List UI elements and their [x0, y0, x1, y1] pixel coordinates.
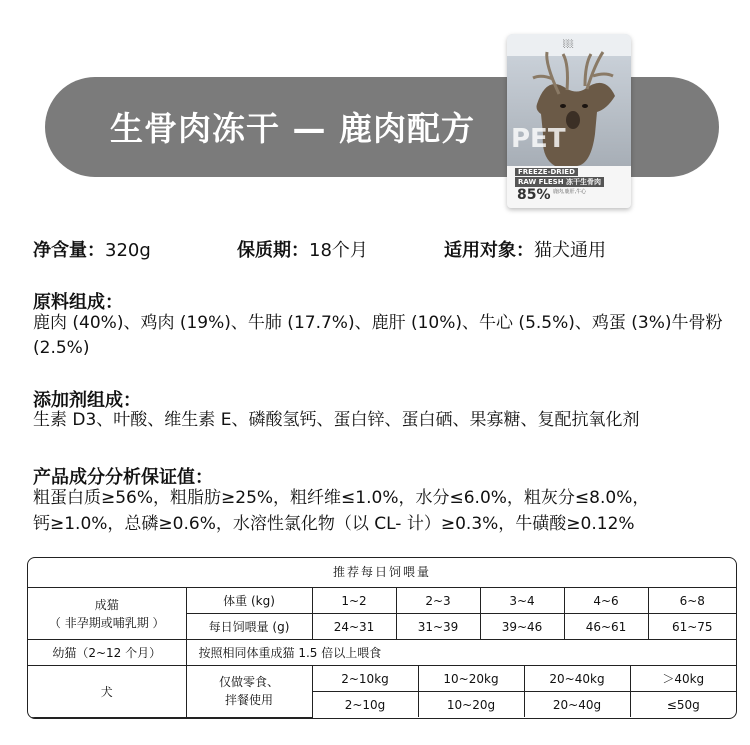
- ingredients-body: 鹿肉 (40%)、鸡肉 (19%)、牛肺 (17.7%)、鹿肝 (10%)、牛心 (5.5%)、鸡蛋 (3%)牛骨粉 (2.5%): [33, 313, 723, 358]
- weight-cell: 4~6: [564, 588, 648, 614]
- weight-cell: 3~4: [480, 588, 564, 614]
- kitten-label: 幼猫（2~12 个月）: [28, 640, 186, 666]
- dog-weight-cell: 20~40kg: [524, 666, 630, 692]
- additives-title: 添加剂组成：: [33, 390, 141, 411]
- dog-feed-cell: 10~20g: [418, 692, 524, 718]
- target-label: 适用对象：: [444, 240, 534, 261]
- package-label-2: RAW FLESH 冻干生骨肉: [515, 177, 604, 187]
- dog-weight-cell: ＞40kg: [630, 666, 736, 692]
- dog-use-line-2: 拌餐使用: [224, 693, 273, 708]
- net-content-label: 净含量：: [33, 240, 105, 261]
- package-brand: ░░: [563, 40, 574, 48]
- feeding-table: [27, 557, 737, 719]
- table-row-dog-weight: [28, 666, 736, 692]
- analysis-line-2: 钙≥1.0%，总磷≥0.6%，水溶性氯化物（以 CL- 计）≥0.3%，牛磺酸≥0.12%: [33, 514, 635, 534]
- package-sub: 鹿肉,鹿肝,牛心: [553, 189, 587, 195]
- feed-cell: 39~46: [480, 614, 564, 640]
- shelf-life-label: 保质期：: [237, 240, 309, 261]
- shelf-life: [237, 236, 368, 262]
- target-audience: [444, 236, 606, 262]
- dog-feed-cell: ≤50g: [630, 692, 736, 718]
- package-percent: 85%: [517, 187, 551, 203]
- additives-body: 生素 D3、叶酸、维生素 E、磷酸氢钙、蛋白锌、蛋白硒、果寡糖、复配抗氧化剂: [33, 410, 640, 430]
- weight-label: 体重 (kg): [186, 588, 312, 614]
- dog-weight-cell: 10~20kg: [418, 666, 524, 692]
- feed-cell: 31~39: [396, 614, 480, 640]
- page-title: 生骨肉冻干 — 鹿肉配方: [110, 109, 475, 148]
- feed-cell: 61~75: [648, 614, 736, 640]
- adult-cat-cell: [28, 588, 186, 640]
- ingredients-title: 原料组成：: [33, 292, 123, 313]
- dog-use-cell: [186, 666, 312, 718]
- weight-cell: 2~3: [396, 588, 480, 614]
- adult-cat-label: 成猫: [94, 597, 119, 612]
- net-content-value: 320g: [105, 240, 151, 261]
- net-content: [33, 236, 151, 262]
- feed-label: 每日饲喂量 (g): [186, 614, 312, 640]
- dog-feed-cell: 2~10g: [312, 692, 418, 718]
- shelf-life-value: 18个月: [309, 240, 368, 261]
- kitten-note: 按照相同体重成猫 1.5 倍以上喂食: [186, 640, 736, 666]
- table-row-weight: [28, 588, 736, 614]
- product-package-image: [507, 34, 631, 208]
- weight-cell: 6~8: [648, 588, 736, 614]
- dog-feed-cell: 20~40g: [524, 692, 630, 718]
- weight-cell: 1~2: [312, 588, 396, 614]
- dog-weight-cell: 2~10kg: [312, 666, 418, 692]
- package-letters: PET: [511, 124, 566, 154]
- feeding-table-title: 推荐每日饲喂量: [28, 558, 736, 588]
- feed-cell: 46~61: [564, 614, 648, 640]
- dog-label: 犬: [28, 666, 186, 718]
- feed-cell: 24~31: [312, 614, 396, 640]
- target-value: 猫犬通用: [534, 240, 606, 261]
- dog-use-line-1: 仅做零食、: [218, 675, 279, 690]
- adult-cat-note: （ 非孕期或哺乳期 ）: [48, 615, 165, 630]
- table-row-kitten: [28, 640, 736, 666]
- analysis-line-1: 粗蛋白质≥56%，粗脂肪≥25%，粗纤维≤1.0%，水分≤6.0%，粗灰分≤8.0%，: [33, 488, 650, 508]
- analysis-title: 产品成分分析保证值：: [33, 467, 213, 488]
- package-label-1: FREEZE-DRIED: [515, 168, 578, 176]
